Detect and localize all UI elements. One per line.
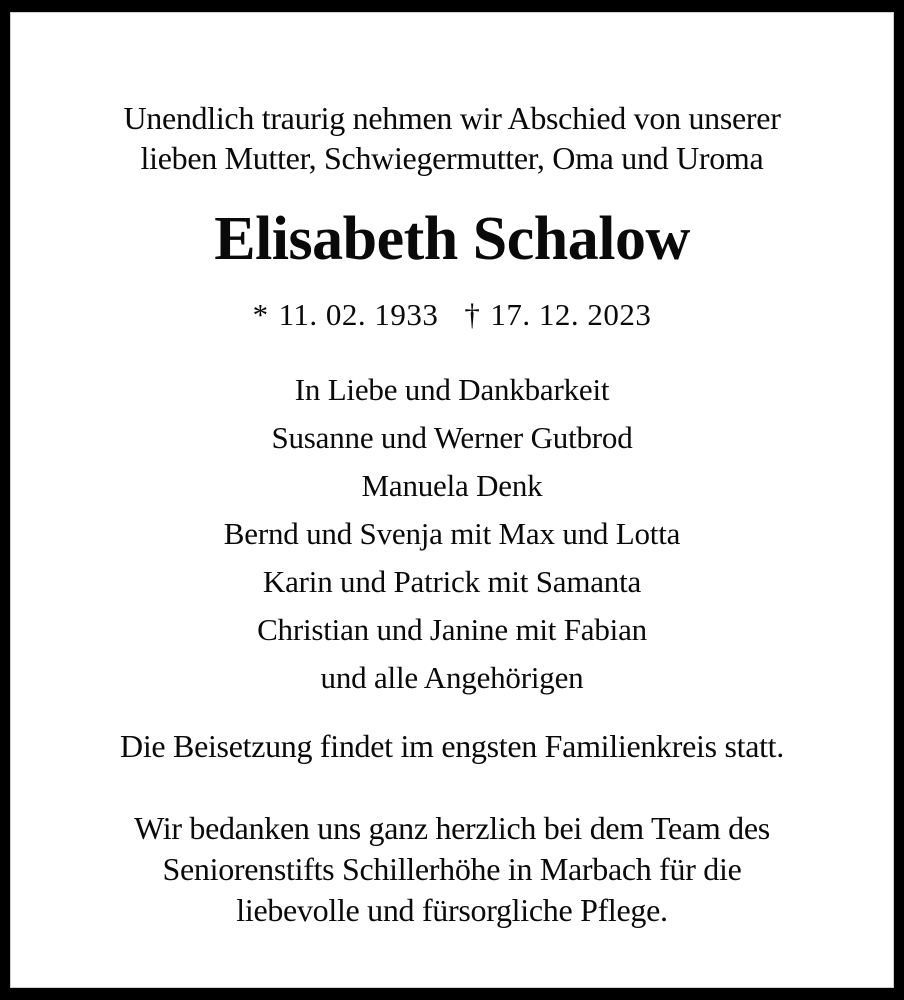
life-dates bbox=[11, 294, 893, 336]
obituary-notice bbox=[10, 12, 894, 988]
mourner-line: Karin und Patrick mit Samanta bbox=[262, 564, 642, 599]
mourners-list bbox=[11, 366, 893, 702]
mourner-line: Bernd und Svenja mit Max und Lotta bbox=[223, 516, 681, 551]
mourner-line: Manuela Denk bbox=[361, 468, 543, 503]
mourner-line: Susanne und Werner Gutbrod bbox=[271, 420, 633, 455]
death-date: 17. 12. 2023 bbox=[490, 297, 652, 332]
mourner-line: In Liebe und Dankbarkeit bbox=[294, 372, 610, 407]
intro-line-1: Unendlich traurig nehmen wir Abschied von unserer bbox=[123, 100, 781, 136]
thanks-line: liebevolle und fürsorgliche Pflege. bbox=[236, 892, 668, 928]
thanks-line: Seniorenstifts Schillerhöhe in Marbach für die bbox=[162, 851, 742, 887]
mourner-line: und alle Angehörigen bbox=[320, 660, 584, 695]
mourner-line: Christian und Janine mit Fabian bbox=[257, 612, 647, 647]
intro-line-2: lieben Mutter, Schwiegermutter, Oma und Uroma bbox=[140, 140, 764, 176]
thanks-paragraph bbox=[11, 808, 893, 931]
birth-date: 11. 02. 1933 bbox=[278, 297, 439, 332]
burial-note: Die Beisetzung findet im engsten Familienkreis statt. bbox=[120, 728, 784, 764]
thanks-line: Wir bedanken uns ganz herzlich bei dem Team des bbox=[134, 810, 770, 846]
birth-star-symbol: * bbox=[252, 297, 269, 332]
deceased-name: Elisabeth Schalow bbox=[214, 205, 690, 273]
death-cross-symbol: † bbox=[464, 297, 481, 332]
